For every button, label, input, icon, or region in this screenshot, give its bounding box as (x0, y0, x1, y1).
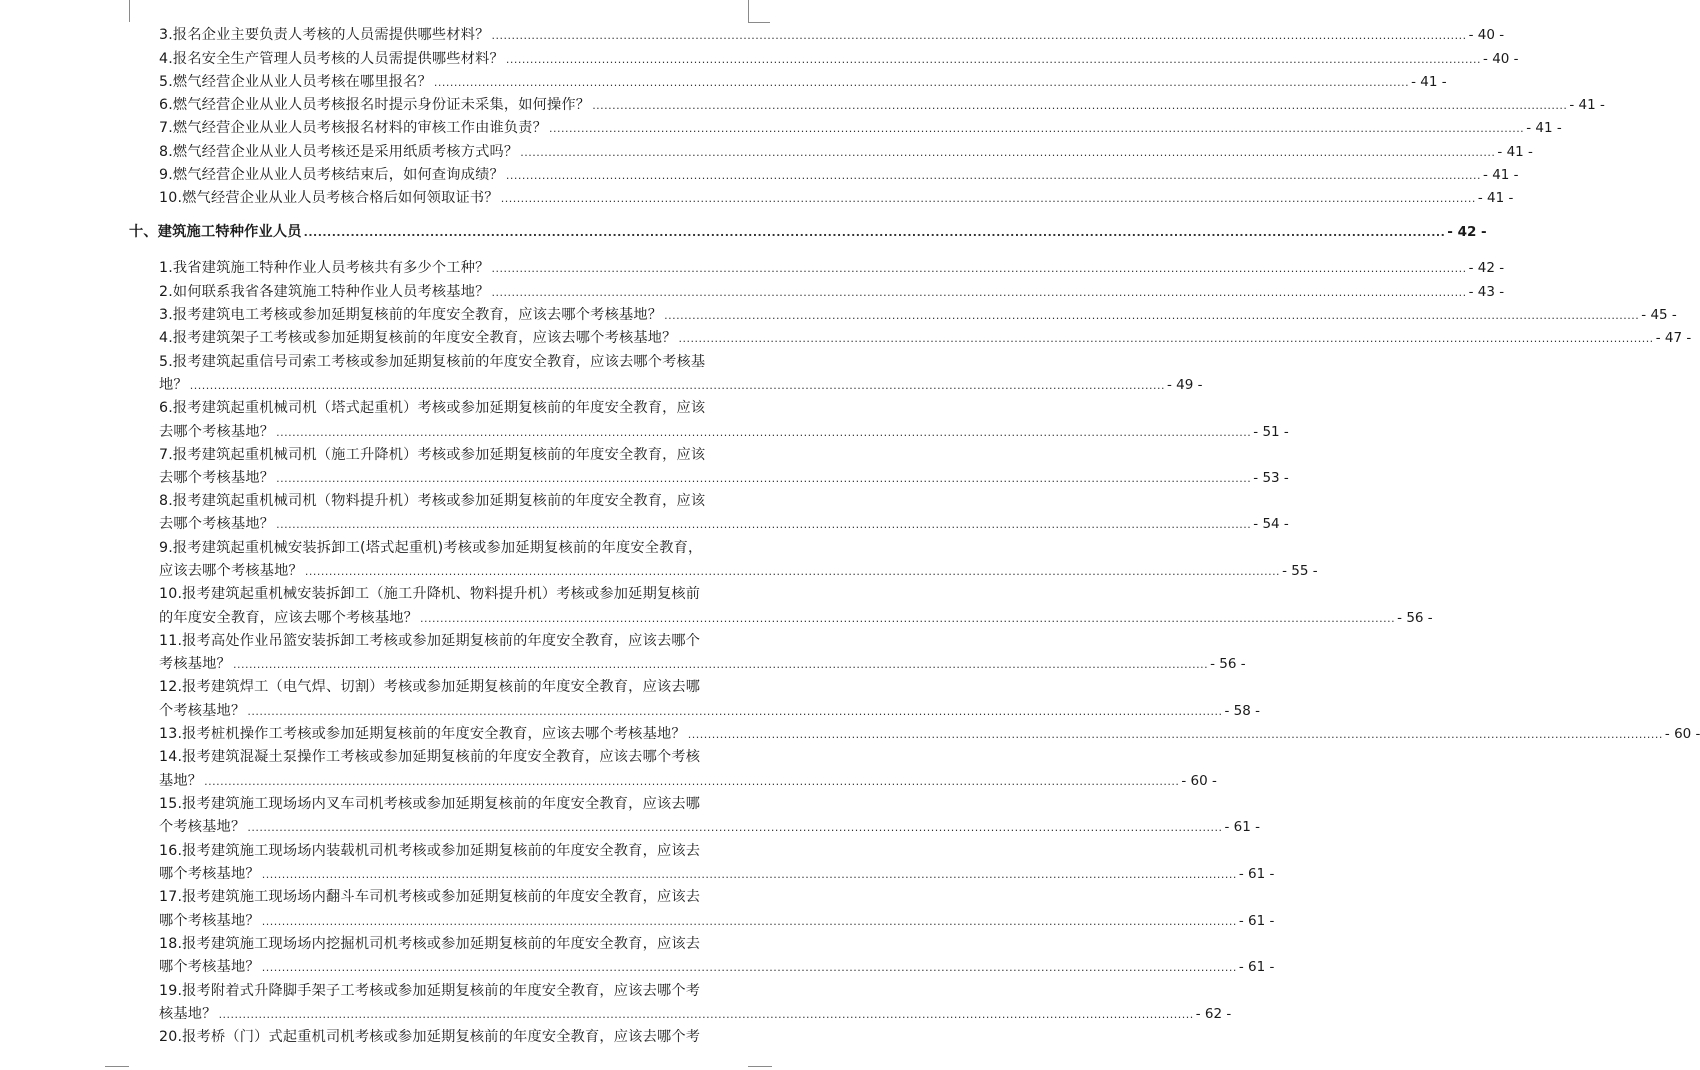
toc-entry-text: 应该去哪个考核基地？ (159, 563, 303, 579)
toc-page-number: - 41 - (1497, 144, 1533, 160)
toc-entry-wrapped-line[interactable]: 7.报考建筑起重机械司机（施工升降机）考核或参加延期复核前的年度安全教育，应该 (159, 447, 706, 463)
toc-entry-text: 哪个考核基地？ (159, 959, 260, 975)
toc-page-number: - 42 - (1447, 224, 1487, 240)
crop-mark-bottom-right (748, 1066, 772, 1067)
toc-page-number: - 53 - (1253, 470, 1289, 486)
dot-leader: .................................................................................................................................................................................................................................................... (218, 1008, 1194, 1021)
toc-entry[interactable] (159, 257, 1505, 280)
toc-entry-wrapped-line[interactable]: 8.报考建筑起重机械司机（物料提升机）考核或参加延期复核前的年度安全教育，应该 (159, 493, 706, 509)
dot-leader: .................................................................................................................................................................................................................................................... (261, 868, 1237, 881)
crop-mark-bottom-left (105, 1066, 129, 1067)
dot-leader: .................................................................................................................................................................................................................................................... (433, 76, 1410, 89)
dot-leader: .................................................................................................................................................................................................................................................... (491, 286, 1467, 299)
toc-entry[interactable] (159, 94, 1605, 117)
dot-leader: .................................................................................................................................................................................................................................................... (678, 332, 1654, 345)
crop-mark-top-right-h (748, 22, 770, 23)
toc-page-number: - 41 - (1477, 190, 1514, 206)
dot-leader: .................................................................................................................................................................................................................................................... (276, 518, 1252, 531)
toc-entry[interactable] (159, 164, 1519, 187)
toc-entry[interactable] (159, 513, 1289, 536)
toc-entry-wrapped-line[interactable]: 9.报考建筑起重机械安装拆卸工(塔式起重机)考核或参加延期复核前的年度安全教育， (159, 540, 703, 556)
dot-leader: .................................................................................................................................................................................................................................................... (664, 309, 1640, 322)
toc-entry[interactable] (159, 141, 1533, 164)
toc-section-heading[interactable] (129, 221, 1487, 244)
toc-page-number: - 62 - (1195, 1006, 1232, 1022)
toc-entry[interactable] (159, 71, 1447, 94)
toc-entry[interactable] (159, 304, 1677, 327)
toc-entry-text: 哪个考核基地？ (159, 866, 260, 882)
toc-page-number: - 45 - (1641, 307, 1677, 323)
toc-entry[interactable] (159, 956, 1275, 979)
toc-entry-wrapped-line[interactable]: 6.报考建筑起重机械司机（塔式起重机）考核或参加延期复核前的年度安全教育，应该 (159, 400, 706, 416)
dot-leader: .................................................................................................................................................................................................................................................... (491, 262, 1467, 275)
toc-entry[interactable] (159, 421, 1289, 444)
section-heading-text: 十、建筑施工特种作业人员 (129, 224, 302, 240)
toc-page-number: - 43 - (1468, 284, 1505, 300)
toc-entry[interactable] (159, 48, 1519, 71)
dot-leader: .................................................................................................................................................................................................................................................... (520, 146, 1496, 159)
dot-leader: .................................................................................................................................................................................................................................................... (419, 612, 1396, 625)
toc-entry[interactable] (159, 910, 1275, 933)
toc-entry[interactable] (159, 187, 1514, 210)
toc-page-number: - 61 - (1238, 866, 1275, 882)
dot-leader: .................................................................................................................................................................................................................................................... (189, 379, 1165, 392)
toc-entry[interactable] (159, 1003, 1232, 1026)
toc-entry[interactable] (159, 723, 1700, 746)
toc-page-number: - 61 - (1224, 819, 1261, 835)
toc-entry-text: 10.燃气经营企业从业人员考核合格后如何领取证书？ (159, 190, 499, 206)
crop-mark-top-left (129, 0, 130, 22)
toc-entry[interactable] (159, 863, 1275, 886)
dot-leader: .................................................................................................................................................................................................................................................... (303, 226, 1446, 239)
toc-entry-text: 6.燃气经营企业从业人员考核报名时提示身份证未采集，如何操作？ (159, 97, 591, 113)
toc-entry-wrapped-line[interactable]: 18.报考建筑施工现场场内挖掘机司机考核或参加延期复核前的年度安全教育，应该去 (159, 936, 701, 952)
toc-entry[interactable] (159, 560, 1318, 583)
toc-entry-text: 3.报考建筑电工考核或参加延期复核前的年度安全教育，应该去哪个考核基地？ (159, 307, 663, 323)
toc-entry-wrapped-line[interactable]: 5.报考建筑起重信号司索工考核或参加延期复核前的年度安全教育，应该去哪个考核基 (159, 354, 706, 370)
dot-leader: .................................................................................................................................................................................................................................................... (505, 169, 1482, 182)
toc-entry-wrapped-line[interactable]: 14.报考建筑混凝土泵操作工考核或参加延期复核前的年度安全教育，应该去哪个考核 (159, 749, 701, 765)
toc-entry-text: 哪个考核基地？ (159, 913, 260, 929)
crop-mark-top-right (748, 0, 749, 22)
toc-entry-wrapped-line[interactable]: 15.报考建筑施工现场场内叉车司机考核或参加延期复核前的年度安全教育，应该去哪 (159, 796, 701, 812)
dot-leader: .................................................................................................................................................................................................................................................... (687, 728, 1663, 741)
toc-entry-text: 3.报名企业主要负责人考核的人员需提供哪些材料？ (159, 27, 490, 43)
toc-entry-text: 8.燃气经营企业从业人员考核还是采用纸质考核方式吗？ (159, 144, 519, 160)
toc-page-number: - 49 - (1166, 377, 1203, 393)
toc-page-number: - 47 - (1655, 330, 1692, 346)
toc-entry-text: 去哪个考核基地？ (159, 424, 275, 440)
toc-entry-wrapped-line[interactable]: 11.报考高处作业吊篮安装拆卸工考核或参加延期复核前的年度安全教育，应该去哪个 (159, 633, 701, 649)
toc-entry-text: 去哪个考核基地？ (159, 470, 275, 486)
toc-entry[interactable] (159, 467, 1289, 490)
toc-entry[interactable] (159, 607, 1433, 630)
toc-entry-wrapped-line[interactable]: 17.报考建筑施工现场场内翻斗车司机考核或参加延期复核前的年度安全教育，应该去 (159, 889, 701, 905)
toc-entry-text: 5.燃气经营企业从业人员考核在哪里报名？ (159, 74, 432, 90)
dot-leader: .................................................................................................................................................................................................................................................... (592, 99, 1568, 112)
toc-entry[interactable] (159, 770, 1217, 793)
toc-entry[interactable] (159, 281, 1505, 304)
toc-entry-text: 的年度安全教育，应该去哪个考核基地？ (159, 610, 418, 626)
toc-entry-text: 个考核基地？ (159, 703, 246, 719)
dot-leader: .................................................................................................................................................................................................................................................... (505, 53, 1482, 66)
toc-page-number: - 58 - (1224, 703, 1261, 719)
toc-page-number: - 40 - (1468, 27, 1505, 43)
toc-page-number: - 55 - (1282, 563, 1318, 579)
toc-page-number: - 51 - (1253, 424, 1289, 440)
toc-page-number: - 41 - (1483, 167, 1519, 183)
toc-entry-text: 7.燃气经营企业从业人员考核报名材料的审核工作由谁负责？ (159, 120, 548, 136)
toc-entry-wrapped-line[interactable]: 16.报考建筑施工现场场内装载机司机考核或参加延期复核前的年度安全教育，应该去 (159, 843, 701, 859)
toc-entry-wrapped-line[interactable]: 20.报考桥（门）式起重机司机考核或参加延期复核前的年度安全教育，应该去哪个考 (159, 1029, 701, 1045)
toc-page-number: - 61 - (1238, 913, 1275, 929)
toc-entry-text: 9.燃气经营企业从业人员考核结束后，如何查询成绩？ (159, 167, 504, 183)
toc-page-number: - 41 - (1526, 120, 1562, 136)
dot-leader: .................................................................................................................................................................................................................................................... (276, 426, 1252, 439)
toc-entry-text: 1.我省建筑施工特种作业人员考核共有多少个工种？ (159, 260, 490, 276)
toc-entry-text: 地？ (159, 377, 188, 393)
toc-page-number: - 54 - (1253, 516, 1289, 532)
toc-entry[interactable] (159, 374, 1203, 397)
dot-leader: .................................................................................................................................................................................................................................................... (261, 961, 1237, 974)
toc-entry-wrapped-line[interactable]: 10.报考建筑起重机械安装拆卸工（施工升降机、物料提升机）考核或参加延期复核前 (159, 586, 701, 602)
toc-page-number: - 56 - (1397, 610, 1433, 626)
toc-page-number: - 60 - (1181, 773, 1217, 789)
toc-entry[interactable] (159, 816, 1261, 839)
toc-page-number: - 41 - (1411, 74, 1447, 90)
toc-entry-text: 考核基地？ (159, 656, 231, 672)
dot-leader: .................................................................................................................................................................................................................................................... (247, 821, 1223, 834)
dot-leader: .................................................................................................................................................................................................................................................... (204, 775, 1180, 788)
toc-entry-text: 4.报名安全生产管理人员考核的人员需提供哪些材料？ (159, 51, 504, 67)
toc-entry[interactable] (159, 24, 1505, 47)
toc-page-number: - 41 - (1569, 97, 1605, 113)
toc-entry-wrapped-line[interactable]: 19.报考附着式升降脚手架子工考核或参加延期复核前的年度安全教育，应该去哪个考 (159, 983, 701, 999)
toc-entry-text: 4.报考建筑架子工考核或参加延期复核前的年度安全教育，应该去哪个考核基地？ (159, 330, 677, 346)
dot-leader: .................................................................................................................................................................................................................................................... (247, 705, 1223, 718)
toc-page-number: - 40 - (1483, 51, 1519, 67)
toc-page-number: - 42 - (1468, 260, 1505, 276)
dot-leader: .................................................................................................................................................................................................................................................... (500, 192, 1476, 205)
toc-entry[interactable] (159, 700, 1261, 723)
toc-entry-text: 核基地？ (159, 1006, 217, 1022)
toc-entry-text: 13.报考桩机操作工考核或参加延期复核前的年度安全教育，应该去哪个考核基地？ (159, 726, 686, 742)
dot-leader: .................................................................................................................................................................................................................................................... (261, 915, 1237, 928)
toc-entry-wrapped-line[interactable]: 12.报考建筑焊工（电气焊、切割）考核或参加延期复核前的年度安全教育，应该去哪 (159, 679, 701, 695)
toc-entry[interactable] (159, 327, 1692, 350)
toc-entry[interactable] (159, 653, 1246, 676)
toc-entry-text: 基地？ (159, 773, 203, 789)
dot-leader: .................................................................................................................................................................................................................................................... (491, 29, 1467, 42)
dot-leader: .................................................................................................................................................................................................................................................... (276, 472, 1252, 485)
dot-leader: .................................................................................................................................................................................................................................................... (232, 658, 1209, 671)
toc-entry-text: 个考核基地？ (159, 819, 246, 835)
toc-entry-text: 2.如何联系我省各建筑施工特种作业人员考核基地？ (159, 284, 490, 300)
dot-leader: .................................................................................................................................................................................................................................................... (304, 565, 1281, 578)
toc-entry[interactable] (159, 117, 1562, 140)
toc-entry-text: 去哪个考核基地？ (159, 516, 275, 532)
dot-leader: .................................................................................................................................................................................................................................................... (549, 122, 1525, 135)
toc-page-number: - 61 - (1238, 959, 1275, 975)
toc-page-number: - 56 - (1210, 656, 1246, 672)
toc-page-number: - 60 - (1664, 726, 1700, 742)
